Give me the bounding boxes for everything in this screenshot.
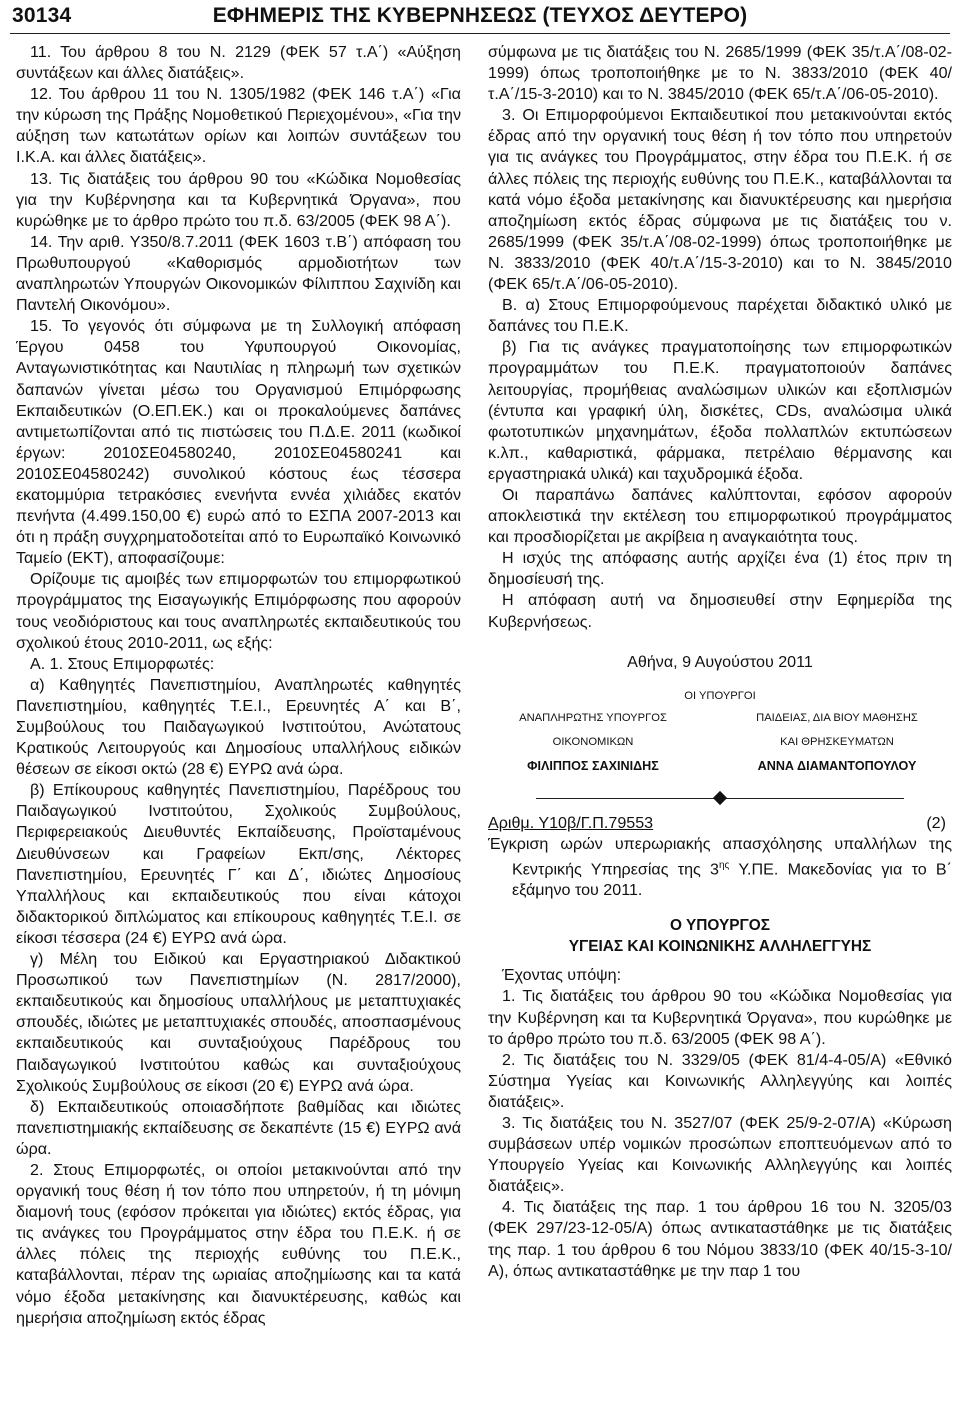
recital-4: 4. Τις διατάξεις της παρ. 1 του άρθρου 16 του Ν. 3205/03 (ΦΕΚ 297/23-12-05/Α) όπως αντικαταστάθηκε με τις διατάξεις της παρ. 1 του άρθρου 6 του Νόμου 3833/10 (ΦΕΚ 40/15-3-10/Α), όπως αντικαταστάθηκε με την παρ 1 του <box>488 1198 952 1280</box>
decision-index: (2) <box>926 813 946 832</box>
separator-diamond <box>713 791 727 805</box>
item-b-beta: β) Για τις ανάγκες πραγματοποίησης των επιμορφωτικών προγραμμάτων του Π.Ε.Κ. πραγματοποιούν δαπάνες λειτουργίας, προμήθειας αναλώσιμων υλικών και εξοπλισμών (έντυπα και γραφική ύλη, δισκέτες, CDs, αναλώσιμα υλικά φωτοτυπικών μηχανημάτων, έξοδα πολλαπλών εκτυπώσεων κ.λπ., καθαριστικά, φάρμακα, πετρέλαιο θέρμανσης και εργαστηριακά υλικά) και ταχυδρομικά έξοδα. <box>488 338 952 483</box>
validity-paragraph: Η ισχύς της απόφασης αυτής αρχίζει ένα (1) έτος πριν τη δημοσίευσή της. <box>488 549 952 589</box>
decision-title-part-2: Υ.ΠΕ. Μακεδονίας για το Β΄ εξάμηνο του 2011. <box>512 860 953 900</box>
right-signatory-role-1: ΠΑΙΔΕΙΑΣ, ΔΙΑ ΒΙΟΥ ΜΑΘΗΣΗΣ <box>756 711 918 724</box>
item-b-alpha: Β. α) Στους Επιμορφούμενους παρέχεται διδακτικό υλικό με δαπάνες του Π.Ε.Κ. <box>488 296 952 336</box>
left-signatory-role-1: ΑΝΑΠΛΗΡΩΤΗΣ ΥΠΟΥΡΓΟΣ <box>519 711 667 724</box>
minister-heading <box>488 915 952 957</box>
section-a1-heading: Α. 1. Στους Επιμορφωτές: <box>30 654 215 673</box>
left-column <box>16 42 461 1329</box>
clause-15: 15. Το γεγονός ότι σύμφωνα με τη Συλλογική απόφαση Έργου 0458 του Υφυπουργού Οικονομίας, Ανταγωνιστικότητας και Ναυτιλίας η πληρωμή των σχετικών δαπανών γίνεται μέσω του Οργανισμού Επιμόρφωσης Εκπαιδευτικών (Ο.ΕΠ.ΕΚ.) και οι προκαλούμενες δαπάνες αντιμετωπίζονται από τις πιστώσεις του Π.Δ.Ε. 2011 (κωδικοί έργων: 2010ΣΕ04580240, 2010ΣΕ04580241 και 2010ΣΕ04580242) συνολικού κόστους έως τέσσερα εκατομμύρια τετρακόσιες ενενήντα εννέα χιλιάδες εκατόν πενήντα (4.499.150,00 €) ευρώ από το ΕΣΠΑ 2007-2013 και ότι η πράξη συγχρηματοδοτείται από το Ευρωπαϊκό Κοινωνικό Ταμείο (ΕΚΤ), αποφασίζουμε: <box>16 317 461 568</box>
decision-reference <box>488 813 952 834</box>
decision-paragraph: Ορίζουμε τις αμοιβές των επιμορφωτών του επιμορφωτικού προγράμματος της Εισαγωγικής Επιμόρφωσης που αφορούν τους νεοδιόριστους και τους αναπληρωτές εκπαιδευτικούς του σχολικού έτους 2010-2011, ως εξής: <box>16 570 461 652</box>
recital-2: 2. Τις διατάξεις του Ν. 3329/05 (ΦΕΚ 81/4-4-05/Α) «Εθνικό Σύστημα Υγείας και Κοινωνικής Αλληλεγγύης και λοιπές διατάξεις». <box>488 1050 952 1111</box>
clause-13: 13. Τις διατάξεις του άρθρου 90 του «Κώδικα Νομοθεσίας για την Κυβέρνησηα και τα Κυβερνητικά Όργανα», που κυρώθηκε με το άρθρο πρώτο του π.δ. 63/2005 (ΦΕΚ 98 Α΄). <box>16 169 461 230</box>
date-place: Αθήνα, 9 Αυγούστου 2011 <box>627 652 813 671</box>
decision-number: Αριθμ. Υ10β/Γ.Π.79553 <box>488 813 654 832</box>
clause-12: 12. Του άρθρου 11 του Ν. 1305/1982 (ΦΕΚ 146 τ.Α΄) «Για την κύρωση της Πράξης Νομοθετικού Περιεχομένου», «Για την αύξηση των κατωτάτων ορίων και λοιπών συντάξεων του Ι.Κ.Α. και άλλες διατάξεις». <box>16 85 461 167</box>
right-signatory-role-2: ΚΑΙ ΘΡΗΣΚΕΥΜΑΤΩΝ <box>780 735 894 748</box>
recital-1: 1. Τις διατάξεις του άρθρου 90 του «Κώδικα Νομοθεσίας για την Κυβέρνηση και τα Κυβερνητικά Όργανα», που κυρώθηκε με το άρθρο πρώτο του π.δ. 63/2005 (ΦΕΚ 98 Α΄). <box>488 987 952 1048</box>
continuation-paragraph: σύμφωνα με τις διατάξεις του Ν. 2685/1999 (ΦΕΚ 35/τ.Α΄/08-02-1999) όπως τροποποιήθηκε με το Ν. 3833/2010 (ΦΕΚ 40/τ.Α΄/15-3-2010) και το Ν. 3845/2010 (ΦΕΚ 65/τ.Α΄/06-05-2010). <box>488 43 952 104</box>
item-a1-alpha: α) Καθηγητές Πανεπιστημίου, Αναπληρωτές καθηγητές Πανεπιστημίου, καθηγητές Τ.Ε.Ι., Ερευνητές Α΄ και Β΄, Συμβούλους του Παιδαγωγικού Ινστιτούτου, Ανώτατους Κρατικούς Λειτουργούς και Δημοσίους υπαλλήλους ειδικών θέσεων σε είκοσι οκτώ (28 €) ΕΥΡΩ ανά ώρα. <box>16 675 461 779</box>
minister-title: Ο ΥΠΟΥΡΓΟΣ <box>670 917 770 935</box>
left-signatory-name: ΦΙΛΙΠΠΟΣ ΣΑΧΙΝΙΔΗΣ <box>527 758 659 773</box>
decision-title-part-1: Έγκριση ωρών υπερωριακής απασχόλησης υπαλλήλων της Κεντρικής Υπηρεσίας της 3 <box>488 834 952 879</box>
item-a2: 2. Στους Επιμορφωτές, οι οποίοι μετακινούνται από την οργανική τους θέση ή τον τόπο που υπηρετούν, ή τη μόνιμη διαμονή τους (εφόσον πρόκειται για ιδιώτες) εκτός έδρας, για τις ανάγκες του Προγράμματος στην έδρα του Π.Ε.Κ. ή σε άλλες πόλεις της περιοχής ευθύνης του Π.Ε.Κ., καταβάλλονται, πέραν της ωριαίας αποζημίωσης και τα κατά νόμο έξοδα μετακίνησης και διανυκτέρευσης, καθώς και ημερήσια αποζημίωση εκτός έδρας <box>16 1160 461 1327</box>
decision-title-superscript: ης <box>719 859 730 871</box>
costs-paragraph: Οι παραπάνω δαπάνες καλύπτονται, εφόσον αφορούν αποκλειστικά την εκτέλεση του επιμορφωτικού προγράμματος και προσδιορίζεται με ακρίβεια η αναγκαιότητα τους. <box>488 485 952 547</box>
publication-paragraph: Η απόφαση αυτή να δημοσιευθεί στην Εφημερίδα της Κυβερνήσεως. <box>488 591 952 631</box>
signature-block <box>488 679 952 773</box>
item-a3: 3. Οι Επιμορφούμενοι Εκπαιδευτικοί που μετακινούνται εκτός έδρας από την οργανική τους θέση ή τον τόπο που υπηρετούν για τις ανάγκες του Προγράμματος, στην έδρα του Π.Ε.Κ. ή σε άλλες πόλεις της περιοχής ευθύνης του Π.Ε.Κ., καταβάλλονται τα κατά νόμο έξοδα μετακίνησης και διανυκτέρευσης και ημερήσια αποζημίωση εκτός έδρας σύμφωνα με τις διατάξεις του ν. 2685/1999 (ΦΕΚ 35/τ.Α΄/08-02-1999) όπως τροποποιήθηκε με Ν. 3833/2010 (ΦΕΚ 40/τ.Α΄/15-3-2010) και το Ν. 3845/2010 (ΦΕΚ 65/τ.Α΄/06-05-2010). <box>488 106 952 294</box>
item-a1-beta: β) Επίκουρους καθηγητές Πανεπιστημίου, Παρέδρους του Παιδαγωγικού Ινστιτούτου, Σχολικούς Συμβούλους, Περιφερειακούς Διευθυντές Εκπαίδευσης, Προϊσταμένους Διευθύνσεων και Γραφείων Εκπ/σης, Λέκτορες Πανεπιστημίου, Ερευνητές Γ΄ και Δ΄, ιδιώτες Δημοσίους Υπαλλήλους και εκπαιδευτικούς που είναι κάτοχοι διδακτορικού διπλώματος και επίκουρους καθηγητές Τ.Ε.Ι. σε είκοσι τέσσερα (24 €) ΕΥΡΩ ανά ώρα. <box>16 781 461 947</box>
ministry-name: ΥΓΕΙΑΣ ΚΑΙ ΚΟΙΝΩΝΙΚΗΣ ΑΛΛΗΛΕΓΓΥΗΣ <box>568 938 872 956</box>
recital-3: 3. Τις διατάξεις του Ν. 3527/07 (ΦΕΚ 25/9-2-07/Α) «Κύρωση συμβάσεων υπέρ νομικών προσώπων εποπτευόμενων από το Υπουργείο Υγείας και Κοινωνικής Αλληλεγγύης και λοιπές διατάξεις». <box>488 1114 952 1196</box>
page-number: 30134 <box>12 4 72 27</box>
ministers-label: ΟΙ ΥΠΟΥΡΓΟΙ <box>684 689 756 702</box>
clause-14: 14. Την αριθ. Υ350/8.7.2011 (ΦΕΚ 1603 τ.Β΄) απόφαση του Πρωθυπουργού «Καθορισμός αρμοδιοτήτων των αναπληρωτών Υπουργών Οικονομικών Φίλιππου Σαχινίδη και Παντελή Οικονόμου». <box>16 232 461 315</box>
gazette-title: ΕΦΗΜΕΡΙΣ ΤΗΣ ΚΥΒΕΡΝΗΣΕΩΣ (ΤΕΥΧΟΣ ΔΕΥΤΕΡΟ) <box>212 4 748 27</box>
header-rule <box>10 33 950 34</box>
right-column <box>488 42 952 1282</box>
item-a1-gamma: γ) Μέλη του Ειδικού και Εργαστηριακού Διδακτικού Προσωπικού των Πανεπιστημίων (Ν. 2817/2000), εκπαιδευτικούς και δημοσίους υπαλλήλους με μεταπτυχιακές σπουδές, ιδιώτες με μεταπτυχιακές σπουδές, αποσπασμένους εκπαιδευτικούς και συνταξιούχους Παρέδρους του Παιδαγωγικού Ινστιτούτου καθώς και συνταξιούχους Σχολικούς Συμβούλους σε είκοσι (20 €) ΕΥΡΩ ανά ώρα. <box>16 950 461 1095</box>
page-header <box>10 0 950 34</box>
item-a1-delta: δ) Εκπαιδευτικούς οποιασδήποτε βαθμίδας και ιδιώτες πανεπιστημιακής εκπαίδευσης σε δεκαπέντε (15 €) ΕΥΡΩ ανά ώρα. <box>16 1097 461 1158</box>
section-separator <box>488 787 952 809</box>
decision-title <box>488 834 952 902</box>
clause-11: 11. Του άρθρου 8 του Ν. 2129 (ΦΕΚ 57 τ.Α΄) «Αύξηση συντάξεων και άλλες διατάξεις». <box>16 43 461 83</box>
having-considered: Έχοντας υπόψη: <box>502 966 622 985</box>
left-signatory-role-2: ΟΙΚΟΝΟΜΙΚΩΝ <box>552 735 634 748</box>
right-signatory-name: ΑΝΝΑ ΔΙΑΜΑΝΤΟΠΟΥΛΟΥ <box>757 758 917 773</box>
